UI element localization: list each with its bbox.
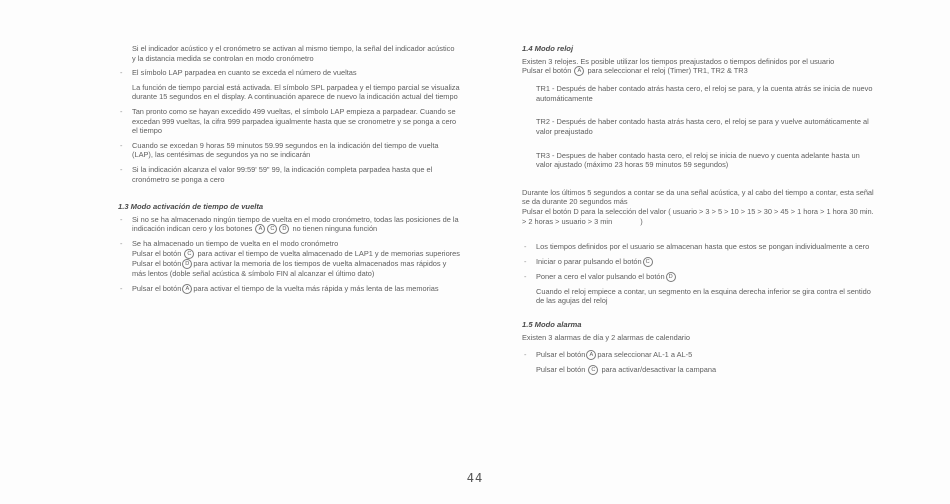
paragraph-fastest-lap — [118, 284, 460, 294]
section-heading-1-4: 1.4 Modo reloj — [522, 44, 574, 53]
paragraph-text: para activar el tiempo de vuelta almacenado de LAP1 y de memorias superiores — [197, 248, 460, 258]
paragraph-text: - El símbolo LAP parpadea en cuanto se exceda el número de vueltas — [132, 68, 357, 78]
button-c-icon: C — [184, 249, 194, 259]
paragraph-499-laps — [118, 107, 460, 136]
paragraph-no-lap-stored — [118, 215, 460, 235]
paragraph-select-alarm — [522, 350, 874, 360]
paragraph-reset — [522, 272, 874, 282]
right-column — [522, 44, 874, 380]
paragraph-text: Pulsar el botón — [536, 365, 586, 375]
paragraph-max-value — [118, 165, 460, 184]
page-number: 44 — [466, 471, 484, 485]
paragraph-text: Poner a cero el valor pulsando el botón — [536, 271, 665, 281]
paragraph-text: para activar/desactivar la campana — [601, 365, 717, 375]
button-a-icon: A — [255, 224, 265, 234]
paragraph-toggle-chime — [522, 365, 874, 375]
paragraph-text: Si no se ha almacenado ningún tiempo de vuelta en el modo cronómetro, todas las posiciones de la indicación indican cero y los botones — [132, 214, 459, 234]
paragraph-user-times: - Los tiempos definidos por el usuario se almacenan hasta que estos se pongan individualmente a cero — [522, 242, 874, 252]
paragraph-segment: Cuando el reloj empiece a contar, un segmento en la esquina derecha inferior se gira contra el sentido de las agujas del reloj — [536, 286, 871, 306]
button-c-icon: C — [588, 365, 598, 375]
paragraph-text: para activar la memoria de los tiempos de vuelta almacenados mas rápidos y más lentos (doble señal acústica & símbolo FIN al alcanzar el último dato) — [132, 259, 447, 279]
paragraph-tr1: TR1 - Después de haber contado atrás hasta cero, el reloj se para, y la cuenta atrás se inicia de nuevo automáticamente — [536, 84, 873, 103]
button-d-icon: D — [279, 224, 289, 234]
paragraph-lap-stored — [118, 239, 460, 278]
paragraph-9-hours — [118, 141, 460, 160]
section-heading-1-3: 1.3 Modo activación de tiempo de vuelta — [118, 202, 264, 212]
paragraph-text: ) — [640, 216, 643, 226]
left-column — [118, 44, 460, 299]
button-c-icon: C — [267, 224, 277, 234]
section-heading-1-5: 1.5 Modo alarma — [522, 320, 582, 330]
paragraph-split-time — [118, 83, 460, 102]
paragraph-text: Pulsar el botón — [522, 66, 572, 76]
button-d-icon: D — [182, 259, 192, 269]
paragraph-text: - Se ha almacenado un tiempo de vuelta en el modo cronómetro — [132, 239, 339, 249]
paragraph-text: no tienen ninguna función — [292, 224, 378, 234]
paragraph-line — [132, 249, 460, 259]
paragraph-tr2: TR2 - Después de haber contado hasta atrás hasta cero, el reloj se para y vuelve automáticamente al valor preajustado — [536, 117, 869, 137]
paragraph-start-stop — [522, 257, 874, 267]
paragraph-text: para seleccionar el reloj (Timer) TR1, TR2 & TR3 — [587, 66, 748, 76]
paragraph-text: Pulsar el botón — [536, 350, 586, 360]
button-a-icon: A — [586, 350, 596, 360]
paragraph-text: Pulsar el botón — [132, 259, 182, 268]
paragraph-text: para activar el tiempo de la vuelta más rápida y más lenta de las memorias — [193, 283, 439, 293]
paragraph-alarms: Existen 3 alarmas de día y 2 alarmas de calendario — [522, 332, 691, 342]
paragraph-text: Pulsar el botón D para la selección del valor ( usuario > 3 > 5 > 10 > 15 > 30 > 45 > 1 hora > 1 hora 30 min. > 2 horas > usuario > 3 min — [522, 206, 874, 226]
paragraph-select-clock — [522, 66, 874, 76]
paragraph-text: Pulsar el botón — [132, 248, 182, 258]
button-a-icon: A — [182, 284, 192, 294]
paragraph-clocks: Existen 3 relojes. Es posible utilizar los tiempos preajustados o tiempos definidos por el usuario — [522, 56, 835, 66]
paragraph-countdown-signal: Durante los últimos 5 segundos a contar se da una señal acústica, y al cabo del tiempo a contar, esta señal se da durante 20 segundos más — [522, 187, 874, 207]
paragraph-select-value — [522, 207, 874, 226]
paragraph-text: - Si la indicación alcanza el valor 99:59' 59" 99, la indicación completa parpadea hasta que el cronómetro se ponga a cero — [132, 164, 433, 184]
paragraph-text: La función de tiempo parcial está activada. El símbolo SPL parpadea y el tiempo parcial se visualiza durante 15 segundos en el display. A continuación aparece de nuevo la indicación actual del tiempo — [132, 82, 460, 102]
paragraph-text: Si el indicador acústico y el cronómetro se activan al mismo tiempo, la señal del indicador acústico y la distancia medida se controlan en modo cronómetro — [132, 44, 455, 63]
paragraph-line — [132, 259, 460, 279]
paragraph-text: Iniciar o parar pulsando el botón — [536, 256, 642, 266]
paragraph-lap-blink — [118, 68, 460, 78]
button-d-icon: D — [666, 272, 676, 282]
button-c-icon: C — [643, 257, 653, 267]
paragraph-stopwatch-acoustic — [118, 44, 460, 63]
button-a-icon: A — [574, 66, 584, 76]
paragraph-text: Pulsar el botón — [132, 283, 182, 293]
paragraph-text: - Cuando se excedan 9 horas 59 minutos 59.99 segundos en la indicación del tiempo de vuelta (LAP), las centésimas de segundos ya no se indicarán — [132, 140, 439, 160]
paragraph-tr3: TR3 - Despues de haber contado hasta cero, el reloj se inicia de nuevo y cuenta adelante hasta un valor ajustado (máximo 23 horas 59 minutos 59 segundos) — [536, 150, 860, 170]
paragraph-text: - Tan pronto como se hayan excedido 499 vueltas, el símbolo LAP empieza a parpadear. Cuando se excedan 999 vueltas, la cifra 999 parpadea igualmente hasta que se cronometre y se ponga a cero el tiempo — [132, 106, 457, 136]
paragraph-text: para seleccionar AL-1 a AL-5 — [597, 350, 693, 360]
